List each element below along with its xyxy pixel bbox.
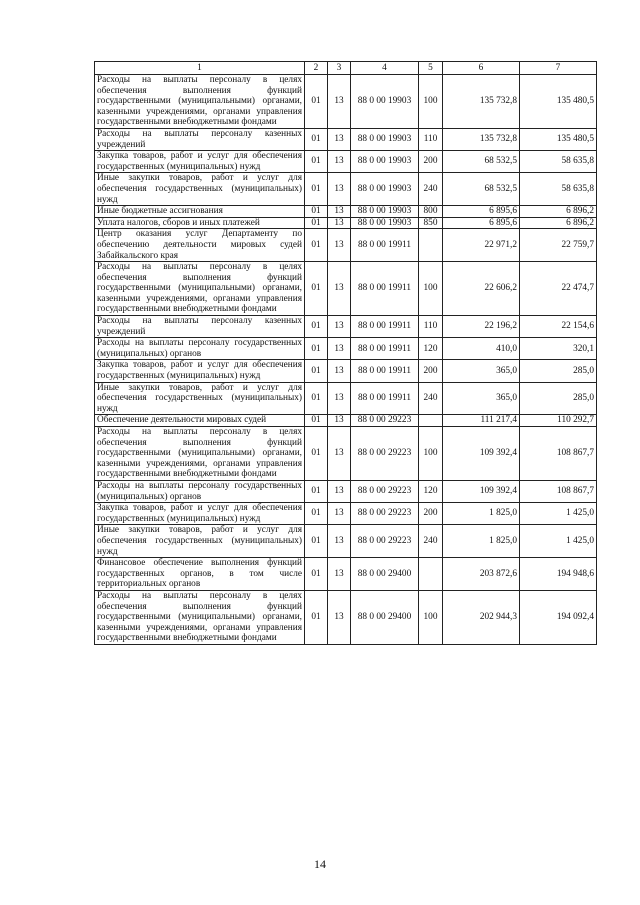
- column-header: 5: [419, 62, 443, 75]
- amount-cell: 108 867,7: [520, 480, 597, 502]
- table-row: [95, 590, 597, 644]
- target-article-cell: 88 0 00 19911: [351, 382, 419, 415]
- expense-type-cell: [419, 415, 443, 427]
- amount-cell: 1 825,0: [443, 525, 520, 558]
- amount-cell: 135 480,5: [520, 75, 597, 129]
- subsection-code-cell: 13: [328, 173, 351, 206]
- section-code-cell: 01: [305, 229, 328, 262]
- target-article-cell: 88 0 00 19911: [351, 262, 419, 316]
- table-row: [95, 217, 597, 229]
- subsection-code-cell: 13: [328, 229, 351, 262]
- subsection-code-cell: 13: [328, 217, 351, 229]
- expense-name-cell: Расходы на выплаты персоналу в целях обеспечения выполнения функций государственными (муниципальными) органами, казенными учреждениями, органами управления государственными внебюджетными фондами: [95, 590, 305, 644]
- target-article-cell: 88 0 00 19911: [351, 360, 419, 382]
- expense-name-cell: Иные закупки товаров, работ и услуг для обеспечения государственных (муниципальных) нужд: [95, 173, 305, 206]
- subsection-code-cell: 13: [328, 427, 351, 481]
- subsection-code-cell: 13: [328, 262, 351, 316]
- table-row: [95, 558, 597, 591]
- amount-cell: 108 867,7: [520, 427, 597, 481]
- section-code-cell: 01: [305, 427, 328, 481]
- amount-cell: 6 895,6: [443, 217, 520, 229]
- table-row: [95, 316, 597, 338]
- subsection-code-cell: 13: [328, 206, 351, 218]
- section-code-cell: 01: [305, 360, 328, 382]
- subsection-code-cell: 13: [328, 590, 351, 644]
- section-code-cell: 01: [305, 558, 328, 591]
- table-row: [95, 427, 597, 481]
- amount-cell: 285,0: [520, 382, 597, 415]
- subsection-code-cell: 13: [328, 525, 351, 558]
- amount-cell: 22 606,2: [443, 262, 520, 316]
- target-article-cell: 88 0 00 19911: [351, 316, 419, 338]
- expense-name-cell: Закупка товаров, работ и услуг для обеспечения государственных (муниципальных) нужд: [95, 360, 305, 382]
- table-header-row: [95, 62, 597, 75]
- target-article-cell: 88 0 00 29223: [351, 427, 419, 481]
- expense-name-cell: Закупка товаров, работ и услуг для обеспечения государственных (муниципальных) нужд: [95, 503, 305, 525]
- target-article-cell: 88 0 00 19911: [351, 229, 419, 262]
- subsection-code-cell: 13: [328, 480, 351, 502]
- amount-cell: 202 944,3: [443, 590, 520, 644]
- target-article-cell: 88 0 00 19903: [351, 173, 419, 206]
- table-row: [95, 525, 597, 558]
- amount-cell: 22 154,6: [520, 316, 597, 338]
- target-article-cell: 88 0 00 29223: [351, 525, 419, 558]
- column-header: 6: [443, 62, 520, 75]
- section-code-cell: 01: [305, 128, 328, 150]
- expense-type-cell: 200: [419, 151, 443, 173]
- expense-name-cell: Уплата налогов, сборов и иных платежей: [95, 217, 305, 229]
- expense-type-cell: 110: [419, 128, 443, 150]
- amount-cell: 22 759,7: [520, 229, 597, 262]
- section-code-cell: 01: [305, 262, 328, 316]
- section-code-cell: 01: [305, 382, 328, 415]
- subsection-code-cell: 13: [328, 558, 351, 591]
- amount-cell: 109 392,4: [443, 480, 520, 502]
- column-header: 7: [520, 62, 597, 75]
- target-article-cell: 88 0 00 19903: [351, 217, 419, 229]
- expense-name-cell: Центр оказания услуг Департаменту по обеспечению деятельности мировых судей Забайкальского края: [95, 229, 305, 262]
- section-code-cell: 01: [305, 173, 328, 206]
- amount-cell: 135 732,8: [443, 75, 520, 129]
- expense-type-cell: 100: [419, 427, 443, 481]
- table-row: [95, 503, 597, 525]
- amount-cell: 194 092,4: [520, 590, 597, 644]
- amount-cell: 110 292,7: [520, 415, 597, 427]
- expense-name-cell: Расходы на выплаты персоналу государственных (муниципальных) органов: [95, 338, 305, 360]
- section-code-cell: 01: [305, 316, 328, 338]
- amount-cell: 6 896,2: [520, 217, 597, 229]
- amount-cell: 22 474,7: [520, 262, 597, 316]
- subsection-code-cell: 13: [328, 382, 351, 415]
- amount-cell: 410,0: [443, 338, 520, 360]
- expense-name-cell: Расходы на выплаты персоналу казенных учреждений: [95, 128, 305, 150]
- expense-name-cell: Иные закупки товаров, работ и услуг для обеспечения государственных (муниципальных) нужд: [95, 525, 305, 558]
- column-header: 3: [328, 62, 351, 75]
- amount-cell: 58 635,8: [520, 151, 597, 173]
- target-article-cell: 88 0 00 29400: [351, 558, 419, 591]
- amount-cell: 1 825,0: [443, 503, 520, 525]
- table-row: [95, 338, 597, 360]
- budget-table: [94, 61, 597, 645]
- section-code-cell: 01: [305, 525, 328, 558]
- expense-type-cell: 240: [419, 173, 443, 206]
- target-article-cell: 88 0 00 19903: [351, 151, 419, 173]
- table-row: [95, 415, 597, 427]
- amount-cell: 320,1: [520, 338, 597, 360]
- table-row: [95, 128, 597, 150]
- expense-name-cell: Расходы на выплаты персоналу в целях обеспечения выполнения функций государственными (муниципальными) органами, казенными учреждениями, органами управления государственными внебюджетными фондами: [95, 75, 305, 129]
- target-article-cell: 88 0 00 19903: [351, 206, 419, 218]
- expense-type-cell: 100: [419, 262, 443, 316]
- section-code-cell: 01: [305, 338, 328, 360]
- page-number: 14: [314, 857, 326, 871]
- column-header: 4: [351, 62, 419, 75]
- table-row: [95, 262, 597, 316]
- amount-cell: 68 532,5: [443, 151, 520, 173]
- target-article-cell: 88 0 00 29223: [351, 480, 419, 502]
- expense-name-cell: Финансовое обеспечение выполнения функций государственных органов, в том числе территориальных органов: [95, 558, 305, 591]
- expense-name-cell: Расходы на выплаты персоналу в целях обеспечения выполнения функций государственными (муниципальными) органами, казенными учреждениями, органами управления государственными внебюджетными фондами: [95, 427, 305, 481]
- expense-type-cell: 240: [419, 382, 443, 415]
- amount-cell: 1 425,0: [520, 503, 597, 525]
- target-article-cell: 88 0 00 19903: [351, 128, 419, 150]
- expense-type-cell: 240: [419, 525, 443, 558]
- table-row: [95, 206, 597, 218]
- table-row: [95, 360, 597, 382]
- subsection-code-cell: 13: [328, 338, 351, 360]
- subsection-code-cell: 13: [328, 316, 351, 338]
- expense-type-cell: 200: [419, 503, 443, 525]
- amount-cell: 6 895,6: [443, 206, 520, 218]
- table-row: [95, 151, 597, 173]
- expense-type-cell: [419, 558, 443, 591]
- amount-cell: 203 872,6: [443, 558, 520, 591]
- expense-name-cell: Расходы на выплаты персоналу в целях обеспечения выполнения функций государственными (муниципальными) органами, казенными учреждениями, органами управления государственными внебюджетными фондами: [95, 262, 305, 316]
- amount-cell: 365,0: [443, 360, 520, 382]
- expense-type-cell: 120: [419, 338, 443, 360]
- amount-cell: 135 480,5: [520, 128, 597, 150]
- amount-cell: 1 425,0: [520, 525, 597, 558]
- section-code-cell: 01: [305, 415, 328, 427]
- amount-cell: 135 732,8: [443, 128, 520, 150]
- expense-type-cell: 100: [419, 590, 443, 644]
- table-row: [95, 229, 597, 262]
- column-header: 1: [95, 62, 305, 75]
- expense-name-cell: Закупка товаров, работ и услуг для обеспечения государственных (муниципальных) нужд: [95, 151, 305, 173]
- expense-type-cell: 120: [419, 480, 443, 502]
- section-code-cell: 01: [305, 590, 328, 644]
- section-code-cell: 01: [305, 217, 328, 229]
- amount-cell: 22 971,2: [443, 229, 520, 262]
- column-header: 2: [305, 62, 328, 75]
- amount-cell: 22 196,2: [443, 316, 520, 338]
- expense-type-cell: 100: [419, 75, 443, 129]
- target-article-cell: 88 0 00 29223: [351, 503, 419, 525]
- expense-type-cell: 850: [419, 217, 443, 229]
- section-code-cell: 01: [305, 206, 328, 218]
- expense-type-cell: [419, 229, 443, 262]
- table-body: [95, 75, 597, 645]
- subsection-code-cell: 13: [328, 360, 351, 382]
- subsection-code-cell: 13: [328, 75, 351, 129]
- amount-cell: 68 532,5: [443, 173, 520, 206]
- subsection-code-cell: 13: [328, 128, 351, 150]
- section-code-cell: 01: [305, 480, 328, 502]
- table-row: [95, 480, 597, 502]
- amount-cell: 58 635,8: [520, 173, 597, 206]
- subsection-code-cell: 13: [328, 503, 351, 525]
- expense-type-cell: 200: [419, 360, 443, 382]
- section-code-cell: 01: [305, 151, 328, 173]
- section-code-cell: 01: [305, 503, 328, 525]
- subsection-code-cell: 13: [328, 415, 351, 427]
- target-article-cell: 88 0 00 29400: [351, 590, 419, 644]
- expense-type-cell: 110: [419, 316, 443, 338]
- table-row: [95, 382, 597, 415]
- amount-cell: 365,0: [443, 382, 520, 415]
- subsection-code-cell: 13: [328, 151, 351, 173]
- expense-name-cell: Обеспечение деятельности мировых судей: [95, 415, 305, 427]
- target-article-cell: 88 0 00 19903: [351, 75, 419, 129]
- expense-name-cell: Расходы на выплаты персоналу государственных (муниципальных) органов: [95, 480, 305, 502]
- expense-type-cell: 800: [419, 206, 443, 218]
- expense-name-cell: Иные бюджетные ассигнования: [95, 206, 305, 218]
- target-article-cell: 88 0 00 29223: [351, 415, 419, 427]
- expense-name-cell: Расходы на выплаты персоналу казенных учреждений: [95, 316, 305, 338]
- amount-cell: 6 896,2: [520, 206, 597, 218]
- amount-cell: 285,0: [520, 360, 597, 382]
- table-row: [95, 173, 597, 206]
- amount-cell: 109 392,4: [443, 427, 520, 481]
- expense-name-cell: Иные закупки товаров, работ и услуг для обеспечения государственных (муниципальных) нужд: [95, 382, 305, 415]
- target-article-cell: 88 0 00 19911: [351, 338, 419, 360]
- table-row: [95, 75, 597, 129]
- section-code-cell: 01: [305, 75, 328, 129]
- amount-cell: 111 217,4: [443, 415, 520, 427]
- amount-cell: 194 948,6: [520, 558, 597, 591]
